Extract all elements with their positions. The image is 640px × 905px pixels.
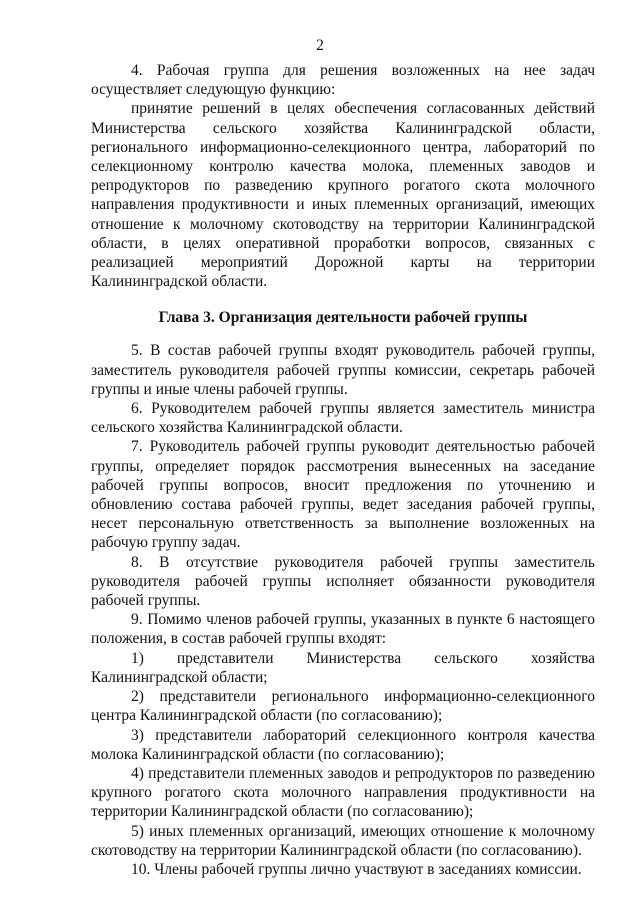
paragraph-7: 7. Руководитель рабочей группы руководит деятельностью рабочей группы, определяет порядок рассмотрения вынесенных на заседание рабочей группы вопросов, вносит предложения по уточнению и обновлению состава рабочей группы, ведет заседания рабочей группы, несет персональную ответственность за выполнение возложенных на рабочую группу задач. <box>91 438 595 552</box>
page-number: 2 <box>316 37 324 54</box>
paragraph-6: 6. Руководителем рабочей группы является заместитель министра сельского хозяйства Калининградской области. <box>91 400 595 437</box>
paragraph-10: 10. Члены рабочей группы лично участвуют в заседаниях комиссии. <box>131 860 582 878</box>
chapter-title: Глава 3. Организация деятельности рабочей группы <box>158 309 528 327</box>
list-item-1: 1) представители Министерства сельского хозяйства Калининградской области; <box>91 649 595 686</box>
list-item-2: 2) представители регионального информационно-селекционного центра Калининградской области (по согласованию); <box>91 688 595 725</box>
list-item-3: 3) представители лабораторий селекционного контроля качества молока Калининградской области (по согласованию); <box>91 726 595 763</box>
list-item-5: 5) иных племенных организаций, имеющих отношение к молочному скотоводству на территории Калининградской области (по согласованию). <box>91 822 595 859</box>
paragraph-4: 4. Рабочая группа для решения возложенных на нее задач осуществляет следующую функцию: <box>91 62 595 99</box>
paragraph-4-function: принятие решений в целях обеспечения согласованных действий Министерства сельского хозяйства Калининградской области, регионального информационно-селекционного центра, лабораторий по селекционному контролю качества молока, племенных заводов и репродукторов по разведению крупного рогатого скота молочного направления продуктивности и иных племенных организаций, имеющих отношение к молочному скотоводству на территории Калининградской области, в целях оперативной проработки вопросов, связанных с реализацией мероприятий Дорожной карты на территории Калининградской области. <box>91 100 595 291</box>
paragraph-5: 5. В состав рабочей группы входят руководитель рабочей группы, заместитель руководителя рабочей группы комиссии, секретарь рабочей группы и иные члены рабочей группы. <box>91 342 595 398</box>
document-body <box>91 61 595 879</box>
paragraph-8: 8. В отсутствие руководителя рабочей группы заместитель руководителя рабочей группы исполняет обязанности руководителя рабочей группы. <box>91 553 595 610</box>
paragraph-9: 9. Помимо членов рабочей группы, указанных в пункте 6 настоящего положения, в состав рабочей группы входят: <box>91 611 595 648</box>
list-item-4: 4) представители племенных заводов и репродукторов по разведению крупного рогатого скота молочного направления продуктивности на территории Калининградской области (по согласованию); <box>91 764 595 821</box>
